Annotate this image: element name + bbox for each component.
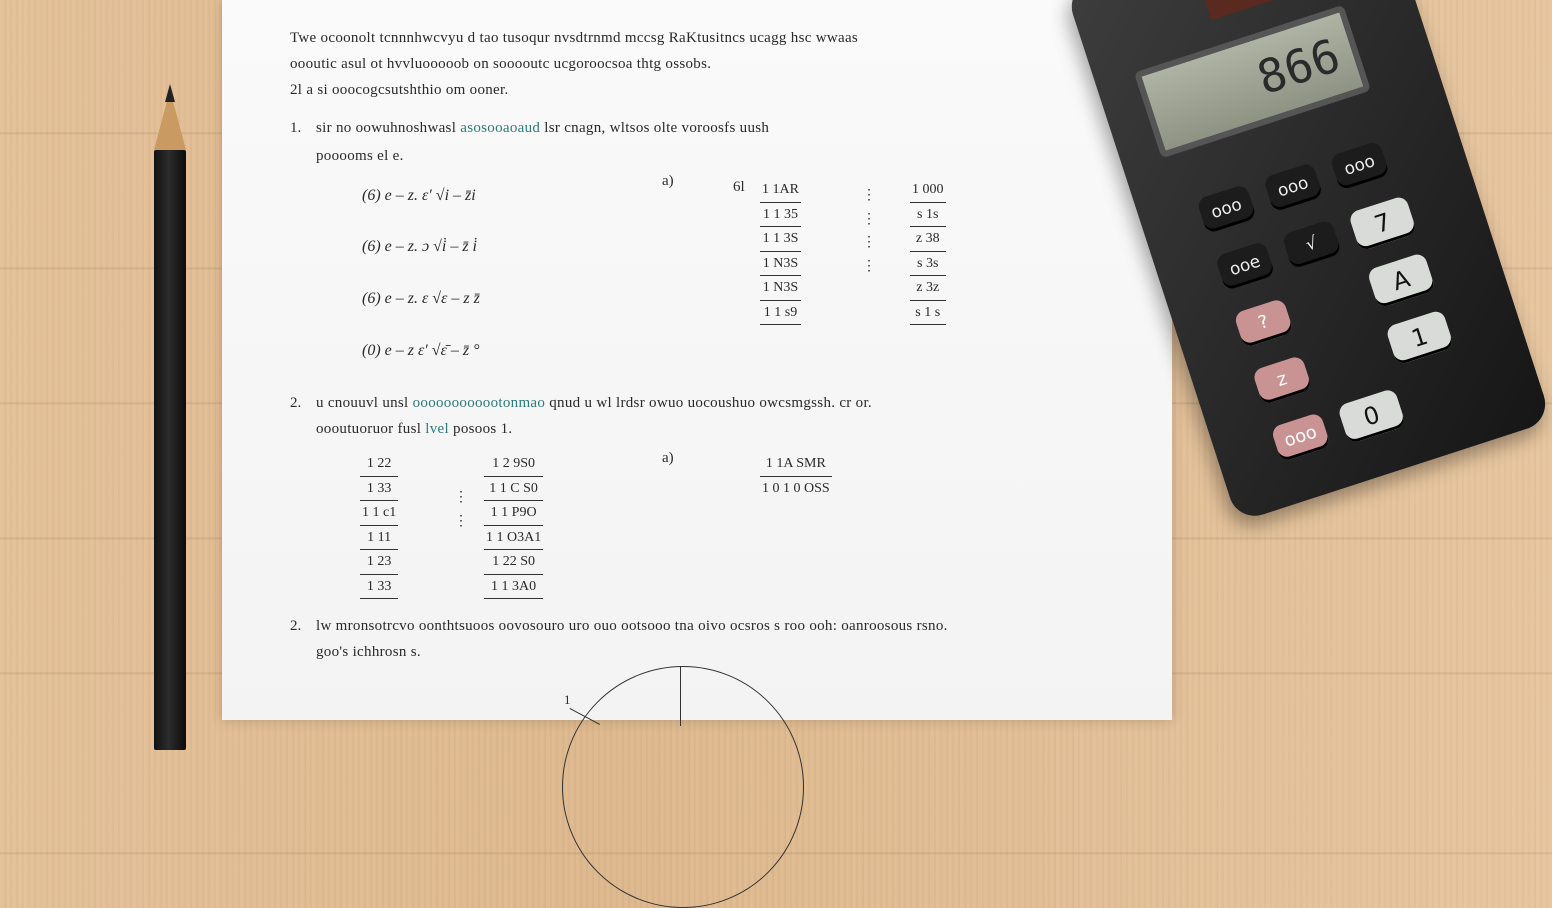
q2-column-mid (452, 486, 470, 533)
q3-line-2: goo's ichhrosn s. (316, 644, 421, 660)
fraction-cell: 1 1 s9 (760, 301, 801, 326)
q1-option[interactable]: (6) e – z. ɔ √i̇ – z̄ i̇ (362, 238, 477, 255)
pie-divider-line (680, 666, 681, 726)
q1-number: 1. (290, 120, 302, 136)
fraction-cell: s 1 s (910, 301, 946, 326)
calc-key[interactable]: 1 (1385, 309, 1454, 366)
q2-line-1-a: u cnouuvl unsl (316, 395, 409, 411)
q2-label-a: a) (662, 450, 674, 466)
fraction-cell: 1 N3S (760, 276, 801, 301)
intro-line-1: Twe ocoonolt tcnnnhwcvyu d tao tusoqur nvsdtrnmd mccsg RaKtusitncs ucagg hsc wwaas (290, 30, 859, 46)
worksheet-paper (222, 0, 1172, 720)
q1-option[interactable]: (6) e – z. ɛ′ √i – z̄i (362, 187, 476, 204)
fraction-cell: 1 1 P9O (484, 501, 543, 526)
q1-column-right (910, 178, 946, 325)
fraction-cell: 1 1 O3A1 (484, 526, 543, 551)
q1-column-mid (860, 184, 878, 278)
q1-highlight: asosooaoaud (460, 120, 541, 136)
calc-key[interactable]: ? (1233, 298, 1294, 348)
dots-cell: ⋮ (862, 211, 876, 227)
dots-cell: ⋮ (862, 235, 876, 250)
dots-cell: ⋮ (454, 513, 468, 529)
fraction-cell: 1 1AR (760, 178, 801, 203)
calc-key[interactable]: 0 (1337, 388, 1406, 445)
fraction-cell: 1 1 35 (760, 203, 801, 228)
calc-key[interactable]: ooe (1215, 241, 1276, 291)
pie-chart-outline (562, 666, 804, 908)
fraction-cell: 1 33 (360, 477, 398, 502)
fraction-cell: z 38 (910, 227, 946, 252)
calc-key[interactable]: ooo (1263, 162, 1324, 212)
q2-line-1-b: qnud u wl lrdsr owuo uocoushuo owcsmgssh. cr or. (549, 395, 872, 411)
fraction-numerator: 1 1A SMR (760, 452, 832, 477)
fraction-cell: s 1s (910, 203, 946, 228)
q2-highlight: oooooooooootonmao (412, 395, 546, 411)
q1-line-1-a: sir no oowuhnoshwasl (316, 120, 457, 136)
fraction-cell: 1 000 (910, 178, 946, 203)
calc-key[interactable]: √ (1281, 219, 1342, 269)
fraction-cell: 1 22 S0 (484, 550, 543, 575)
intro-line-3: 2l a si ooocogcsutshthio om ooner. (290, 82, 509, 98)
q2-column-right (484, 452, 543, 599)
calc-key[interactable]: ooo (1270, 412, 1331, 462)
calc-key[interactable]: ooo (1329, 140, 1390, 190)
fraction-cell: 1 1 C S0 (484, 477, 543, 502)
q1-line-2: pooooms el e. (316, 148, 404, 164)
q2-number: 2. (290, 395, 302, 411)
q3-line-1: lw mronsotrcvo oonthtsuoos oovosouro uro ouo ootsooo tna oivo ocsros s roo ooh: oanroosous rsno. (316, 618, 948, 634)
q1-label-a: a) (662, 173, 674, 189)
fraction-cell: 1 1 3S (760, 227, 801, 252)
pencil (154, 150, 186, 750)
q2-column-left (360, 452, 398, 599)
intro-line-2: oooutic asul ot hvvluooooob on sooooutc ucgoroocsoa thtg ossobs. (290, 56, 712, 72)
q2-fraction (760, 452, 832, 500)
calc-key[interactable]: 7 (1348, 195, 1417, 252)
pencil-lead (165, 84, 175, 102)
q1-line-1-b: lsr cnagn, wltsos olte voroosfs uush (544, 120, 770, 136)
q2-highlight-2: lvel (425, 421, 449, 437)
fraction-cell: 1 1 c1 (360, 501, 398, 526)
fraction-cell: 1 2 9S0 (484, 452, 543, 477)
fraction-cell: 1 1 3A0 (484, 575, 543, 600)
fraction-denominator: 1 0 1 0 OSS (762, 480, 830, 496)
fraction-cell: s 3s (910, 252, 946, 277)
fraction-cell: 1 22 (360, 452, 398, 477)
q1-column-left (760, 178, 801, 325)
q3-number: 2. (290, 618, 302, 634)
q1-option[interactable]: (0) e – z ɛ′ √ɛ̄ – z̄ ° (362, 342, 480, 359)
fraction-cell: 1 33 (360, 575, 398, 600)
fraction-cell: 1 23 (360, 550, 398, 575)
calc-key[interactable]: z (1252, 355, 1313, 405)
q1-option[interactable]: (6) e – z. ɛ √ɛ – z z̄ (362, 290, 480, 307)
calc-key[interactable]: ooo (1196, 184, 1257, 234)
q1-col-left-top: 6l (733, 179, 745, 195)
q2-line-2-b: posoos 1. (453, 421, 513, 437)
fraction-cell: 1 11 (360, 526, 398, 551)
q2-line-2 (316, 421, 512, 438)
q2-line-1 (316, 395, 872, 412)
q1-line-1 (316, 120, 769, 137)
pie-label: 1 (564, 692, 571, 707)
dots-cell: ⋮ (862, 188, 876, 203)
fraction-cell: 1 N3S (760, 252, 801, 277)
dots-cell: ⋮ (454, 490, 468, 505)
calc-key[interactable]: A (1366, 252, 1435, 309)
q2-line-2-a: oooutuoruor fusl (316, 421, 422, 437)
fraction-cell: z 3z (910, 276, 946, 301)
calculator-display: 866 (1134, 5, 1371, 159)
dots-cell: ⋮ (862, 258, 876, 274)
